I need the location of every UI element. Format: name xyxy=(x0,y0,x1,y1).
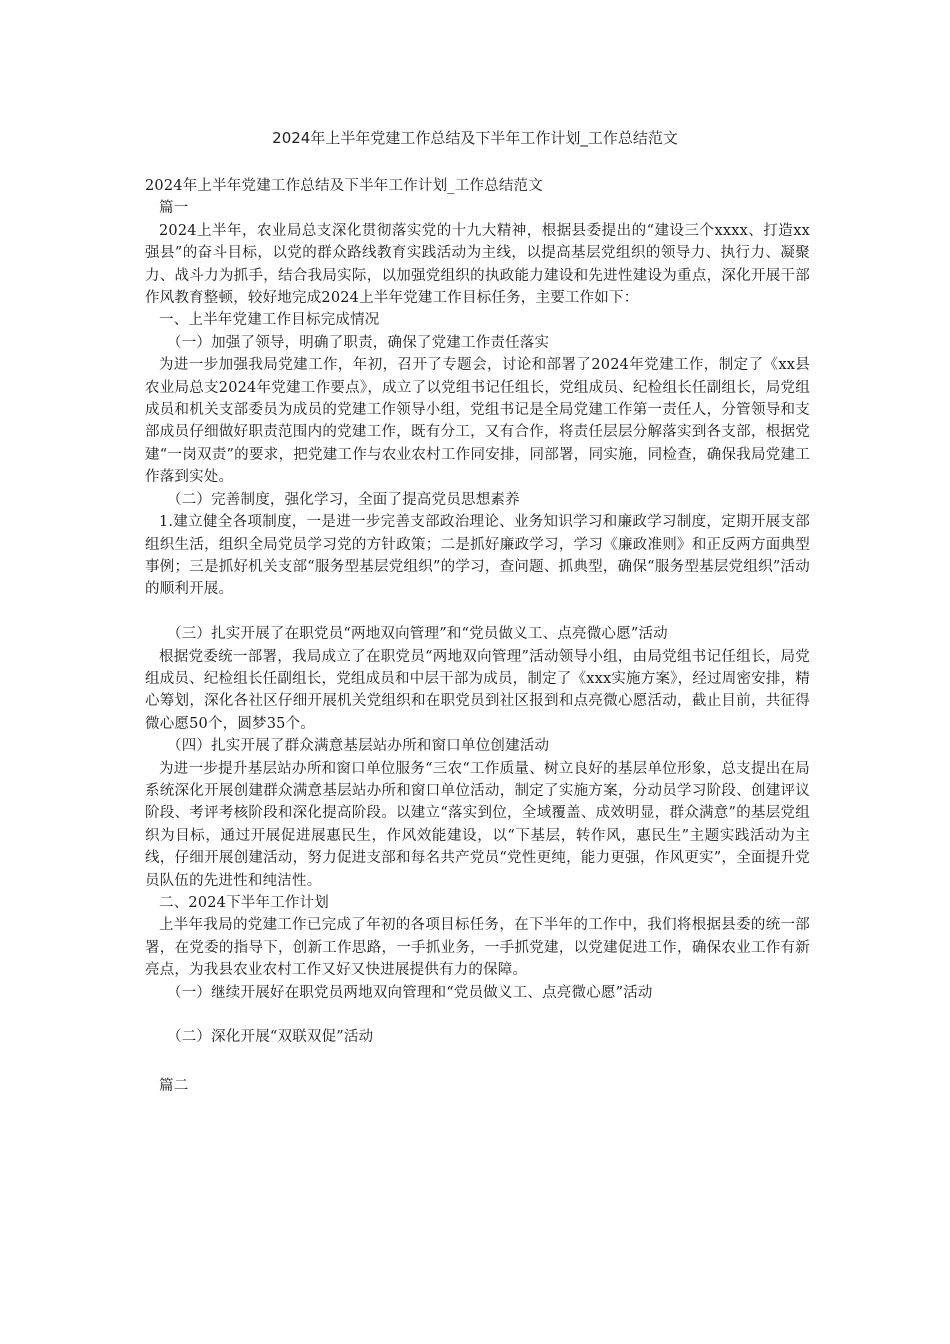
paragraph: 上半年我局的党建工作已完成了年初的各项目标任务，在下半年的工作中，我们将根据县委的统一部署，在党委的指导下，创新工作思路，一手抓业务，一手抓党建，以党建促进工作，确保农业工作有新亮点，为我县农业农村工作又好又快进展提供有力的保障。 xyxy=(145,917,810,979)
subsection-heading: （一）加强了领导，明确了职责，确保了党建工作责任落实 xyxy=(167,334,550,351)
spacer xyxy=(145,1049,810,1075)
spacer xyxy=(145,1004,810,1026)
document-body xyxy=(145,175,810,1097)
subsection-heading: （四）扎实开展了群众满意基层站办所和窗口单位创建活动 xyxy=(167,738,550,755)
paragraph: 为进一步提升基层站办所和窗口单位服务“三农“工作质量、树立良好的基层单位形象，总支提出在局系统深化开展创建群众满意基层站办所和窗口单位活动，制定了实施方案，分动员学习阶段、创建评议阶段、考评考核阶段和深化提高阶段。以建立“落实到位，全域覆盖、成效明显，群众满意”的基层党组织为目标，通过开展促进展惠民生，作风效能建设，以“下基层，转作风，惠民生”主题实践活动为主线，仔细开展创建活动，努力促进支部和每名共产党员“党性更纯，能力更强，作风更实”，全面提升党员队伍的先进性和纯洁性。 xyxy=(145,760,810,889)
section-heading: 二、2024下半年工作计划 xyxy=(159,894,330,911)
section-heading: 一、上半年党建工作目标完成情况 xyxy=(159,312,380,329)
paragraph: 根据党委统一部署，我局成立了在职党员“两地双向管理”活动领导小组，由局党组书记任组长，局党组成员、纪检组长任副组长，党组成员和中层干部为成员，制定了《xxx实施方案》，经过周密安排，精心筹划，深化各社区仔细开展机关党组织和在职党员到社区报到和点亮微心愿活动，截止目前，共征得微心愿50个，圆梦35个。 xyxy=(145,648,810,732)
paragraph: 为进一步加强我局党建工作，年初，召开了专题会，讨论和部署了2024年党建工作，制定了《xx县农业局总支2024年党建工作要点》，成立了以党组书记任组长，党组成员、纪检组长任副组长，局党组成员和机关支部委员为成员的党建工作领导小组，党组书记是全局党建工作第一责任人，分管领导和支部成员仔细做好职责范围内的党建工作，既有分工，又有合作，将责任层层分解落实到各支部，根据党建“一岗双责”的要求，把党建工作与农业农村工作同安排，同部署，同实施，同检查，确保我局党建工作落到实处。 xyxy=(145,357,810,486)
subsection-heading: （二）完善制度，强化学习，全面了提高党员思想素养 xyxy=(167,491,520,508)
document-title: 2024年上半年党建工作总结及下半年工作计划_工作总结范文 xyxy=(272,129,678,147)
subsection-heading: （一）继续开展好在职党员两地双向管理和“党员做义工、点亮微心愿”活动 xyxy=(167,984,653,1001)
spacer xyxy=(145,601,810,623)
paragraph: 2024上半年，农业局总支深化贯彻落实党的十九大精神，根据县委提出的“建设三个xxxx、打造xx强县”的奋斗目标，以党的群众路线教育实践活动为主线，以提高基层党组织的领导力、执行力、凝聚力、战斗力为抓手，结合我局实际，以加强党组织的执政能力建设和先进性建设为重点，深化开展干部作风教育整顿，较好地完成2024上半年党建工作目标任务，主要工作如下： xyxy=(145,222,810,307)
body-heading: 2024年上半年党建工作总结及下半年工作计划_工作总结范文 xyxy=(145,178,543,194)
paragraph: 1.建立健全各项制度，一是进一步完善支部政治理论、业务知识学习和廉政学习制度，定期开展支部组织生活，组织全局党员学习党的方针政策；二是抓好廉政学习，学习《廉政准则》和正反两方面典型事例；三是抓好机关支部“服务型基层党组织”的学习，查问题、抓典型，确保“服务型基层党组织”活动的顺利开展。 xyxy=(145,514,810,598)
subsection-heading: （三）扎实开展了在职党员“两地双向管理”和“党员做义工、点亮微心愿”活动 xyxy=(167,626,668,643)
section-label: 篇一 xyxy=(159,200,189,217)
section-label: 篇二 xyxy=(159,1077,189,1094)
subsection-heading: （二）深化开展“双联双促”活动 xyxy=(167,1029,374,1046)
